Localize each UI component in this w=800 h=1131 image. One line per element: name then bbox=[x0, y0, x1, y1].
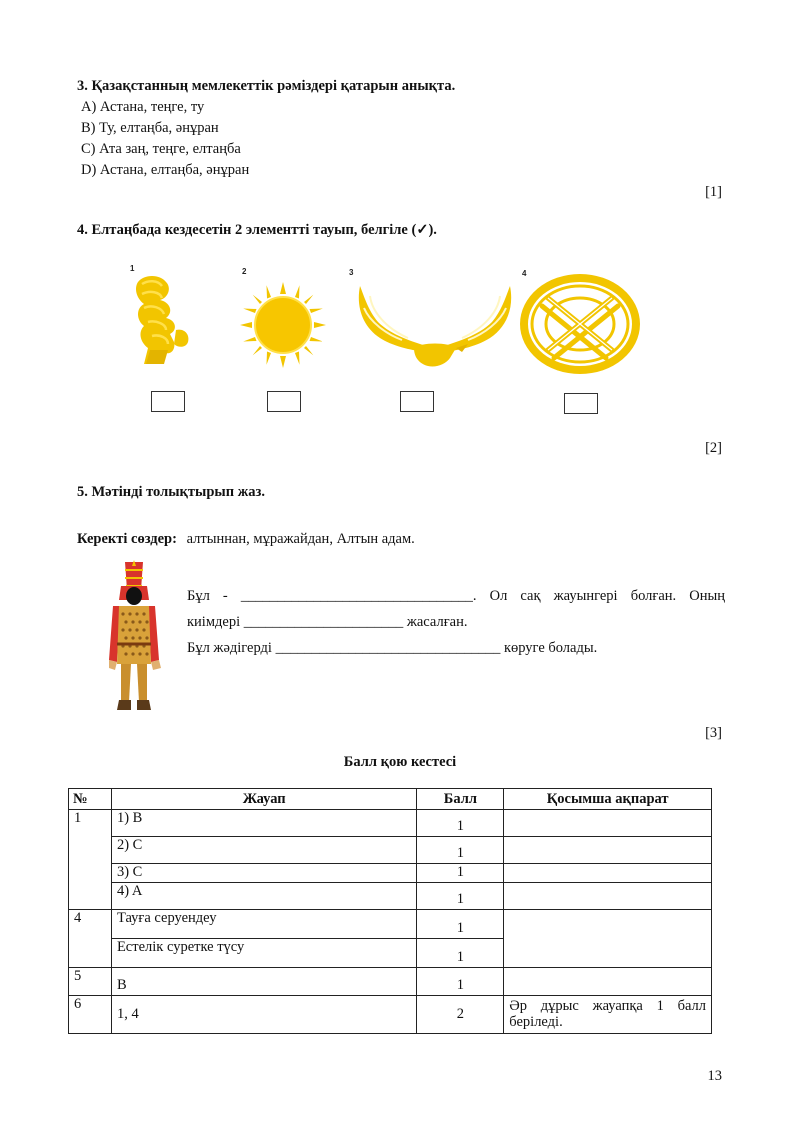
row-answer: Естелік суретке түсу bbox=[111, 939, 416, 968]
row-score: 1 bbox=[417, 837, 504, 864]
q5-mark: [3] bbox=[705, 725, 722, 741]
header-number: № bbox=[69, 789, 112, 810]
table-row bbox=[69, 996, 712, 1034]
row-number: 6 bbox=[69, 996, 112, 1034]
q5-fill-text bbox=[187, 583, 725, 661]
row-info bbox=[504, 810, 712, 837]
row-info bbox=[504, 968, 712, 996]
checkbox-image-3[interactable] bbox=[400, 391, 434, 412]
q5-line-2: киімдері ______________________ жасалған. bbox=[187, 614, 468, 630]
table-header-row bbox=[69, 789, 712, 810]
table-row bbox=[69, 864, 712, 883]
row-score: 2 bbox=[417, 996, 504, 1034]
image-number-4: 4 bbox=[522, 269, 527, 278]
table-caption: Балл қою кестесі bbox=[343, 754, 457, 770]
row-answer: 1, 4 bbox=[111, 996, 416, 1034]
image-number-2: 2 bbox=[242, 267, 247, 276]
row-score: 1 bbox=[417, 910, 504, 939]
q5-line-3: Бұл жәдігерді _______________________________ көруге болады. bbox=[187, 640, 598, 656]
q5-words-row bbox=[77, 531, 415, 548]
row-score: 1 bbox=[417, 939, 504, 968]
q3-option-b: B) Ту, елтаңба, әнұран bbox=[81, 120, 219, 136]
q3-mark: [1] bbox=[705, 184, 722, 200]
row-score: 1 bbox=[417, 968, 504, 996]
row-answer: 3) C bbox=[111, 864, 416, 883]
sun-icon bbox=[238, 280, 328, 370]
row-score: 1 bbox=[417, 864, 504, 883]
row-info bbox=[504, 910, 712, 968]
row-score: 1 bbox=[417, 810, 504, 837]
row-number: 1 bbox=[69, 810, 112, 910]
row-info bbox=[504, 837, 712, 864]
checkbox-image-1[interactable] bbox=[151, 391, 185, 412]
row-number: 5 bbox=[69, 968, 112, 996]
score-table bbox=[68, 788, 712, 1034]
row-answer: 1) B bbox=[111, 810, 416, 837]
table-row bbox=[69, 910, 712, 939]
row-score: 1 bbox=[417, 883, 504, 910]
row-answer: 2) C bbox=[111, 837, 416, 864]
eagle-icon bbox=[352, 282, 518, 372]
q5-title: 5. Мәтінді толықтырып жаз. bbox=[77, 484, 265, 500]
row-number: 4 bbox=[69, 910, 112, 968]
row-info: Әр дұрыс жауапқа 1 балл беріледі. bbox=[504, 996, 712, 1034]
q3-title: 3. Қазақстанның мемлекеттік рәміздері қатарын анықта. bbox=[77, 78, 456, 94]
q3-option-d: D) Астана, елтаңба, әнұран bbox=[81, 162, 250, 178]
row-answer: B bbox=[111, 968, 416, 996]
shanyrak-emblem-icon bbox=[518, 272, 642, 376]
checkbox-image-4[interactable] bbox=[564, 393, 598, 414]
winged-horse-icon bbox=[130, 272, 198, 368]
header-answer: Жауап bbox=[111, 789, 416, 810]
image-number-3: 3 bbox=[349, 268, 354, 277]
row-answer: Тауға серуендеу bbox=[111, 910, 416, 939]
table-row bbox=[69, 968, 712, 996]
q4-title: 4. Елтаңбада кездесетін 2 элементті тауып, белгіле (✓). bbox=[77, 222, 437, 238]
table-row bbox=[69, 883, 712, 910]
q4-mark: [2] bbox=[705, 440, 722, 456]
q5-line-1: Бұл - ________________________________. Ол сақ жауынгері болған. Оның bbox=[187, 588, 725, 604]
row-info bbox=[504, 864, 712, 883]
q5-words: алтыннан, мұражайдан, Алтын адам. bbox=[186, 531, 415, 547]
table-row bbox=[69, 837, 712, 864]
table-row bbox=[69, 810, 712, 837]
row-info bbox=[504, 883, 712, 910]
header-score: Балл bbox=[417, 789, 504, 810]
q3-option-c: C) Ата заң, теңге, елтаңба bbox=[81, 141, 241, 157]
q5-words-label: Керекті сөздер: bbox=[77, 531, 177, 547]
page-number: 13 bbox=[707, 1068, 722, 1084]
image-number-1: 1 bbox=[130, 264, 135, 273]
row-answer: 4) A bbox=[111, 883, 416, 910]
golden-warrior-icon bbox=[103, 560, 165, 716]
q3-option-a: A) Астана, теңге, ту bbox=[81, 99, 205, 115]
checkbox-image-2[interactable] bbox=[267, 391, 301, 412]
header-info: Қосымша ақпарат bbox=[504, 789, 712, 810]
